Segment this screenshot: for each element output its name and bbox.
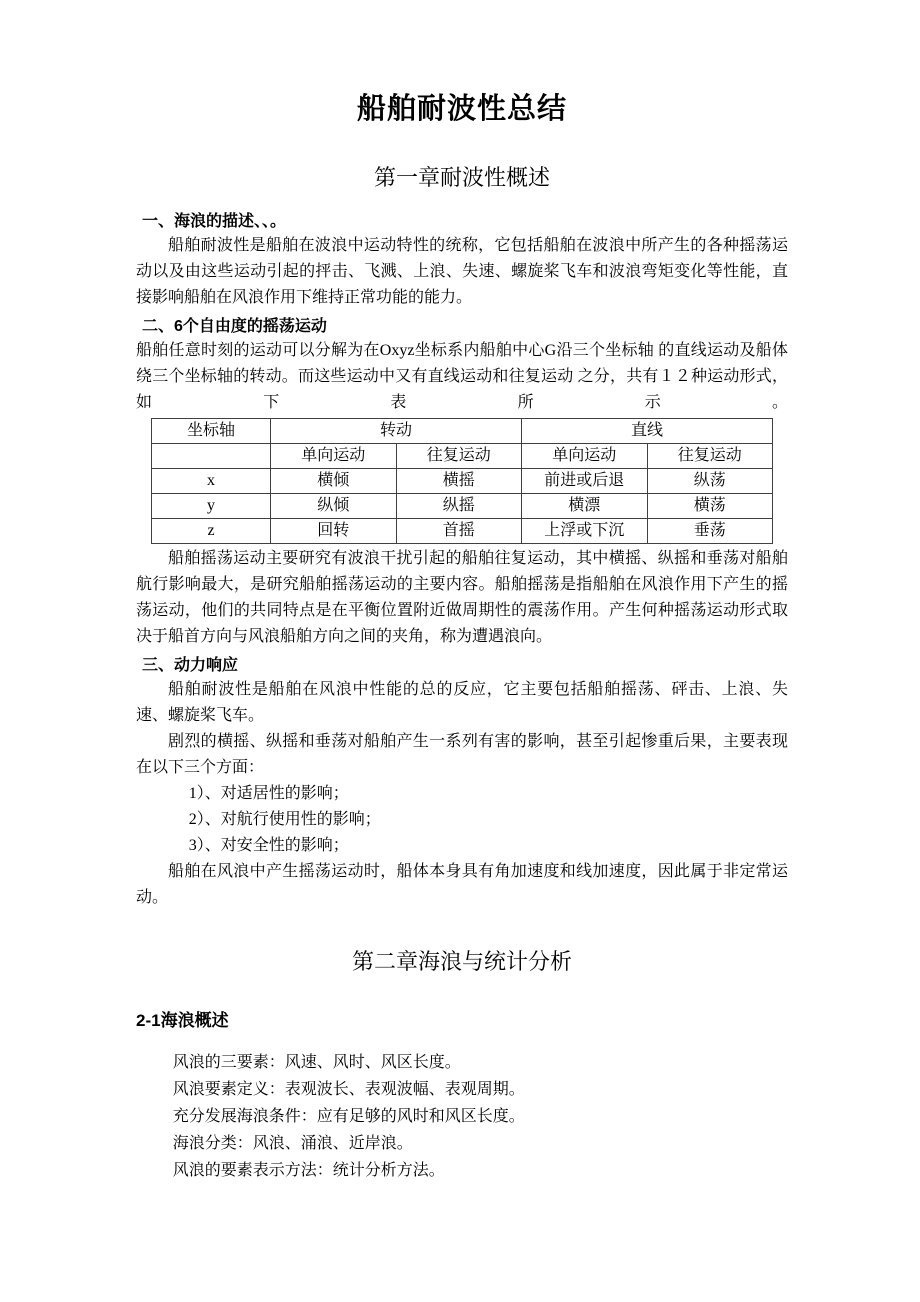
table-cell: 前进或后退 xyxy=(522,469,648,494)
section-2-paragraph-1: 船舶任意时刻的运动可以分解为在Oxyz坐标系内船舶中心G沿三个坐标轴 的直线运动及船体绕三个坐标轴的转动。而这些运动中又有直线运动和往复运动 之分，共有１２种运动形式，如下表所示。 xyxy=(136,342,788,411)
section-3-paragraph-3: 船舶在风浪中产生摇荡运动时，船体本身具有角加速度和线加速度，因此属于非定常运动。 xyxy=(136,863,788,906)
table-subheader: 单向运动 xyxy=(522,444,648,469)
section-3-paragraph-1: 船舶耐波性是船舶在风浪中性能的总的反应，它主要包括船舶摇荡、砰击、上浪、失速、螺旋桨飞车。 xyxy=(136,681,788,724)
table-subheader: 单向运动 xyxy=(271,444,397,469)
table-row xyxy=(152,444,773,469)
table-cell: 横漂 xyxy=(522,494,648,519)
table-cell: 首摇 xyxy=(396,519,522,544)
table-row xyxy=(152,519,773,544)
list-item: 3）、对安全性的影响； xyxy=(188,837,349,854)
chapter-2-line: 充分发展海浪条件：应有足够的风时和风区长度。 xyxy=(172,1108,525,1125)
table-cell: 横摇 xyxy=(396,469,522,494)
table-cell: 横倾 xyxy=(271,469,397,494)
table-cell: 回转 xyxy=(271,519,397,544)
chapter-2-line: 风浪的三要素：风速、风时、风区长度。 xyxy=(172,1054,461,1071)
table-row xyxy=(152,469,773,494)
table-header-axis: 坐标轴 xyxy=(152,419,271,444)
table-cell: 垂荡 xyxy=(647,519,773,544)
table-subheader: 往复运动 xyxy=(647,444,773,469)
chapter-2-line: 风浪要素定义：表观波长、表观波幅、表观周期。 xyxy=(172,1081,525,1098)
table-cell: x xyxy=(152,469,271,494)
table-cell-empty xyxy=(152,444,271,469)
chapter-1-heading: 第一章耐波性概述 xyxy=(373,165,550,190)
table-subheader: 往复运动 xyxy=(396,444,522,469)
section-3-heading: 三、动力响应 xyxy=(142,657,239,674)
table-cell: 纵荡 xyxy=(647,469,773,494)
section-2-paragraph-2: 船舶摇荡运动主要研究有波浪干扰引起的船舶往复运动，其中横摇、纵摇和垂荡对船舶航行影响最大，是研究船舶摇荡运动的主要内容。船舶摇荡是指船舶在风浪作用下产生的摇荡运动，他们的共同特点是在平衡位置附近做周期性的震荡作用。产生何种摇荡运动形式取决于船首方向与风浪船舶方向之间的夹角，称为遭遇浪向。 xyxy=(136,550,788,645)
section-3-paragraph-2: 剧烈的横摇、纵摇和垂荡对船舶产生一系列有害的影响，甚至引起惨重后果，主要表现在以下三个方面： xyxy=(136,733,788,776)
table-row xyxy=(152,419,773,444)
table-row xyxy=(152,494,773,519)
subsection-2-1-heading: 2-1海浪概述 xyxy=(136,1011,229,1030)
chapter-2-heading: 第二章海浪与统计分析 xyxy=(351,949,572,974)
chapter-2-line: 风浪的要素表示方法：统计分析方法。 xyxy=(172,1162,445,1179)
section-1-heading: 一、海浪的描述、、。 xyxy=(142,213,287,230)
table-cell: z xyxy=(152,519,271,544)
table-cell: y xyxy=(152,494,271,519)
motion-forms-table xyxy=(151,418,773,544)
table-cell: 纵倾 xyxy=(271,494,397,519)
section-1-paragraph: 船舶耐波性是船舶在波浪中运动特性的统称，它包括船舶在波浪中所产生的各种摇荡运动以及由这些运动引起的抨击、飞溅、上浪、失速、螺旋桨飞车和波浪弯矩变化等性能，直接影响船舶在风浪作用下维持正常功能的能力。 xyxy=(136,237,788,306)
section-2-heading: 二、6个自由度的摇荡运动 xyxy=(142,318,327,335)
table-header-linear: 直线 xyxy=(522,419,773,444)
table-cell: 横荡 xyxy=(647,494,773,519)
table-header-rotation: 转动 xyxy=(271,419,522,444)
list-item: 1）、对适居性的影响； xyxy=(188,785,349,802)
chapter-2-line: 海浪分类：风浪、涌浪、近岸浪。 xyxy=(172,1135,413,1152)
table-cell: 纵摇 xyxy=(396,494,522,519)
table-cell: 上浮或下沉 xyxy=(522,519,648,544)
list-item: 2）、对航行使用性的影响； xyxy=(188,811,381,828)
document-title: 船舶耐波性总结 xyxy=(356,93,567,125)
